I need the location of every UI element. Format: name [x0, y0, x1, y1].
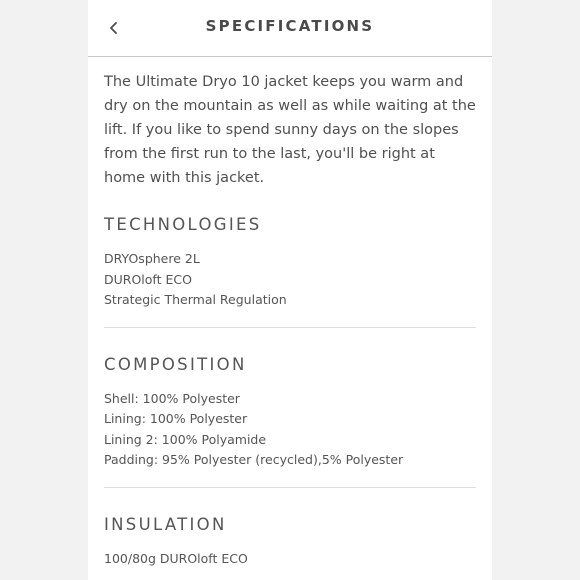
- list-item: DRYOsphere 2L: [104, 251, 200, 266]
- technologies-heading: TECHNOLOGIES: [104, 215, 262, 234]
- insulation-section: [104, 514, 476, 580]
- insulation-list: [104, 549, 476, 570]
- technologies-section: [104, 214, 476, 328]
- composition-list: [104, 389, 476, 471]
- composition-section: [104, 354, 476, 488]
- specifications-screen: [88, 0, 492, 580]
- list-item: Lining: 100% Polyester: [104, 411, 248, 426]
- specifications-content: [104, 70, 476, 580]
- list-item: 100/80g DUROloft ECO: [104, 550, 248, 566]
- list-item: Strategic Thermal Regulation: [104, 292, 287, 307]
- list-item: DUROloft ECO: [104, 271, 192, 287]
- list-item: Lining 2: 100% Polyamide: [104, 431, 267, 447]
- header-bar: [88, 0, 492, 57]
- insulation-heading: INSULATION: [104, 514, 227, 534]
- technologies-list: [104, 249, 476, 311]
- list-item: Padding: 95% Polyester (recycled),5% Polyester: [104, 452, 404, 467]
- list-item: Shell: 100% Polyester: [104, 390, 240, 406]
- page-title: SPECIFICATIONS: [205, 17, 375, 35]
- composition-heading: COMPOSITION: [104, 354, 247, 374]
- product-description: The Ultimate Dryo 10 jacket keeps you warm and dry on the mountain as well as while waiting at the lift. If you like to spend sunny days on the slopes from the first run to the last, you'll be right at home with this jacket.: [104, 74, 476, 186]
